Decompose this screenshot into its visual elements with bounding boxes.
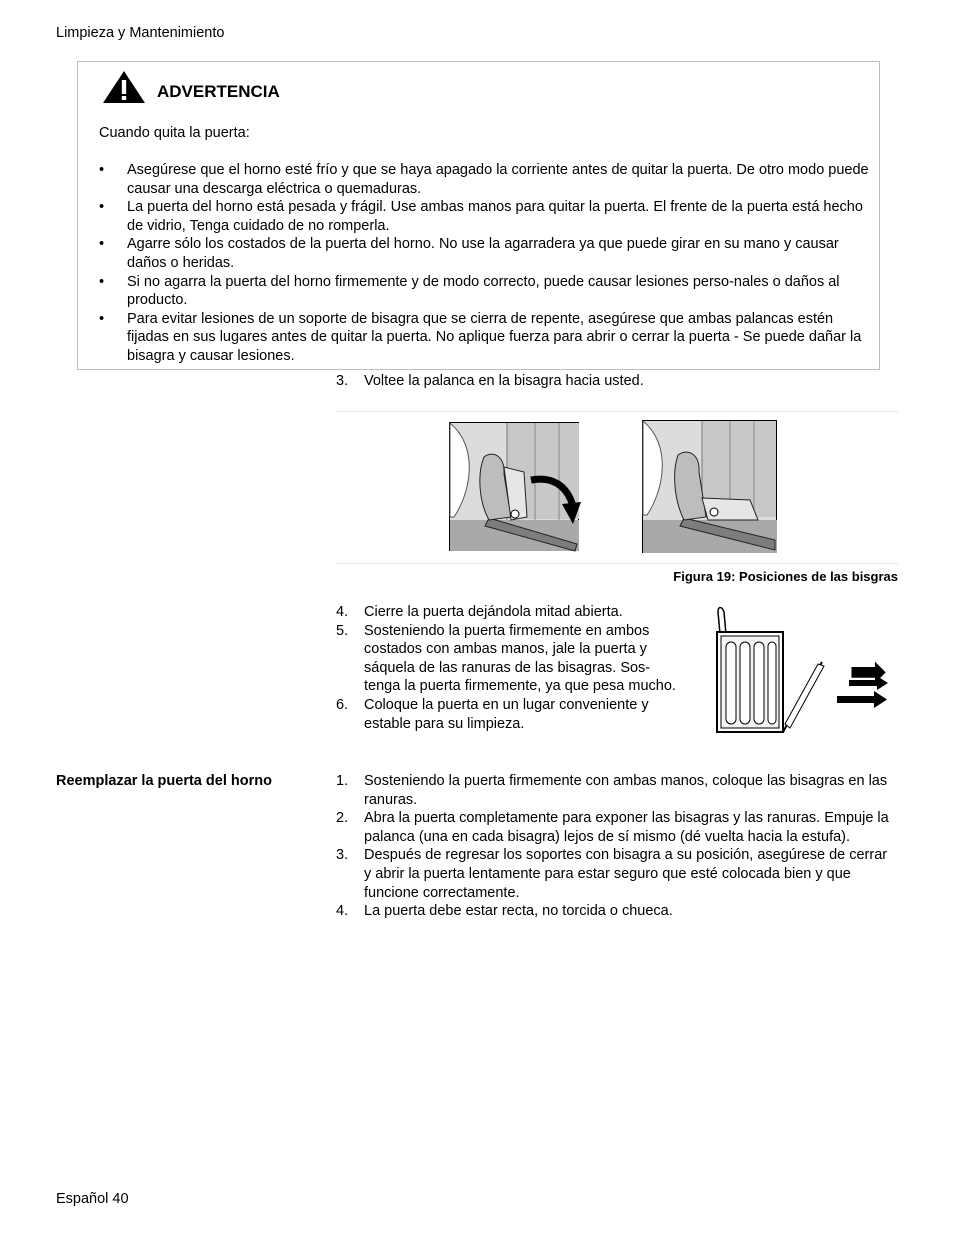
step-text: Coloque la puerta en un lugar conveniente y estable para su limpieza. [364, 696, 649, 732]
list-item [336, 603, 676, 622]
warning-item [99, 161, 877, 198]
step-text: Abra la puerta completamente para exponer las bisagras y las ranuras. Empuje la palanca (una en cada bisagra) lejos de sí mismo (dé vuelta hacia la estufa). [364, 810, 889, 845]
warning-item [99, 235, 877, 272]
step-text: Cierre la puerta dejándola mitad abierta. [364, 604, 623, 620]
step-number: 3. [336, 373, 349, 389]
list-item [336, 772, 898, 809]
bullet: • [99, 273, 105, 290]
step-number: 6. [336, 696, 349, 713]
figure-bottom-rule [336, 563, 898, 564]
step-text: Después de regresar los soportes con bisagra a su posición, asegúrese de cerrar y abrir la puerta lentamente para estar seguro que esté colocada bien y que funcione correctamente. [364, 847, 888, 901]
running-header: Limpieza y Mantenimiento [56, 25, 225, 41]
step-number: 1. [336, 773, 349, 789]
list-item [336, 809, 898, 846]
step-number: 2. [336, 810, 349, 827]
bullet: • [99, 162, 105, 178]
warning-item-text: Si no agarra la puerta del horno firmemente y de modo correcto, puede causar lesiones perso-nales o daños al producto. [127, 273, 840, 309]
warning-item-text: Agarre sólo los costados de la puerta del horno. No use la agarradera ya que puede girar en su mano y causar daños o heridas. [127, 236, 839, 271]
bullet: • [99, 199, 105, 216]
hinge-lever-down-illustration [449, 422, 581, 553]
step-number: 5. [336, 622, 349, 639]
warning-list [99, 161, 877, 366]
bullet: • [99, 310, 105, 327]
list-item [336, 622, 676, 696]
warning-title: ADVERTENCIA [157, 82, 280, 101]
warning-item [99, 273, 877, 310]
step-number: 3. [336, 847, 349, 864]
figure-caption: Figura 19: Posiciones de las bisgras [673, 569, 898, 584]
step-number: 4. [336, 903, 349, 920]
warning-item [99, 310, 877, 366]
removal-step-list [336, 372, 896, 391]
list-item [336, 372, 896, 391]
removal-step-list [336, 603, 676, 733]
step-text: Sosteniendo la puerta firmemente en ambos costados con ambas manos, jale la puerta y sáquela de las ranuras de las bisagras. Sos-tenga la puerta firmemente, ya que pesa mucho. [364, 622, 676, 695]
warning-item [99, 198, 877, 235]
list-item [336, 846, 898, 902]
warning-item-text: La puerta del horno está pesada y frágil. Use ambas manos para quitar la puerta. El frente de la puerta está hecho de vidrio, Tenga cuidado de no romperla. [127, 199, 863, 234]
step-text: Voltee la palanca en la bisagra hacia usted. [364, 373, 644, 389]
warning-item-text: Asegúrese que el horno esté frío y que se haya apagado la corriente antes de quitar la puerta. De otro modo puede causar una descarga eléctrica o quemaduras. [127, 162, 869, 197]
page-footer: Español 40 [56, 1191, 129, 1207]
list-item [336, 696, 676, 733]
warning-box [77, 61, 880, 370]
step-number: 4. [336, 604, 349, 620]
replace-step-list [336, 772, 898, 921]
hinge-lever-up-illustration [642, 420, 778, 554]
section-heading: Reemplazar la puerta del horno [56, 773, 272, 789]
step-text: La puerta debe estar recta, no torcida o chueca. [364, 903, 673, 920]
warning-intro: Cuando quita la puerta: [99, 125, 250, 141]
figure-top-rule [336, 411, 898, 412]
list-item [336, 902, 898, 921]
warning-item-text: Para evitar lesiones de un soporte de bisagra que se cierra de repente, asegúrese que ambas palancas estén fijadas en sus lugares antes de quitar la puerta. No aplique fuerza para abrir o cerrar la puerta - Se puede dañar la bisagra y causar lesiones. [127, 310, 862, 364]
oven-door-removal-illustration [712, 604, 892, 736]
warning-triangle-icon [102, 70, 146, 104]
step-text: Sosteniendo la puerta firmemente con ambas manos, coloque las bisagras en las ranuras. [364, 773, 888, 808]
bullet: • [99, 236, 105, 253]
